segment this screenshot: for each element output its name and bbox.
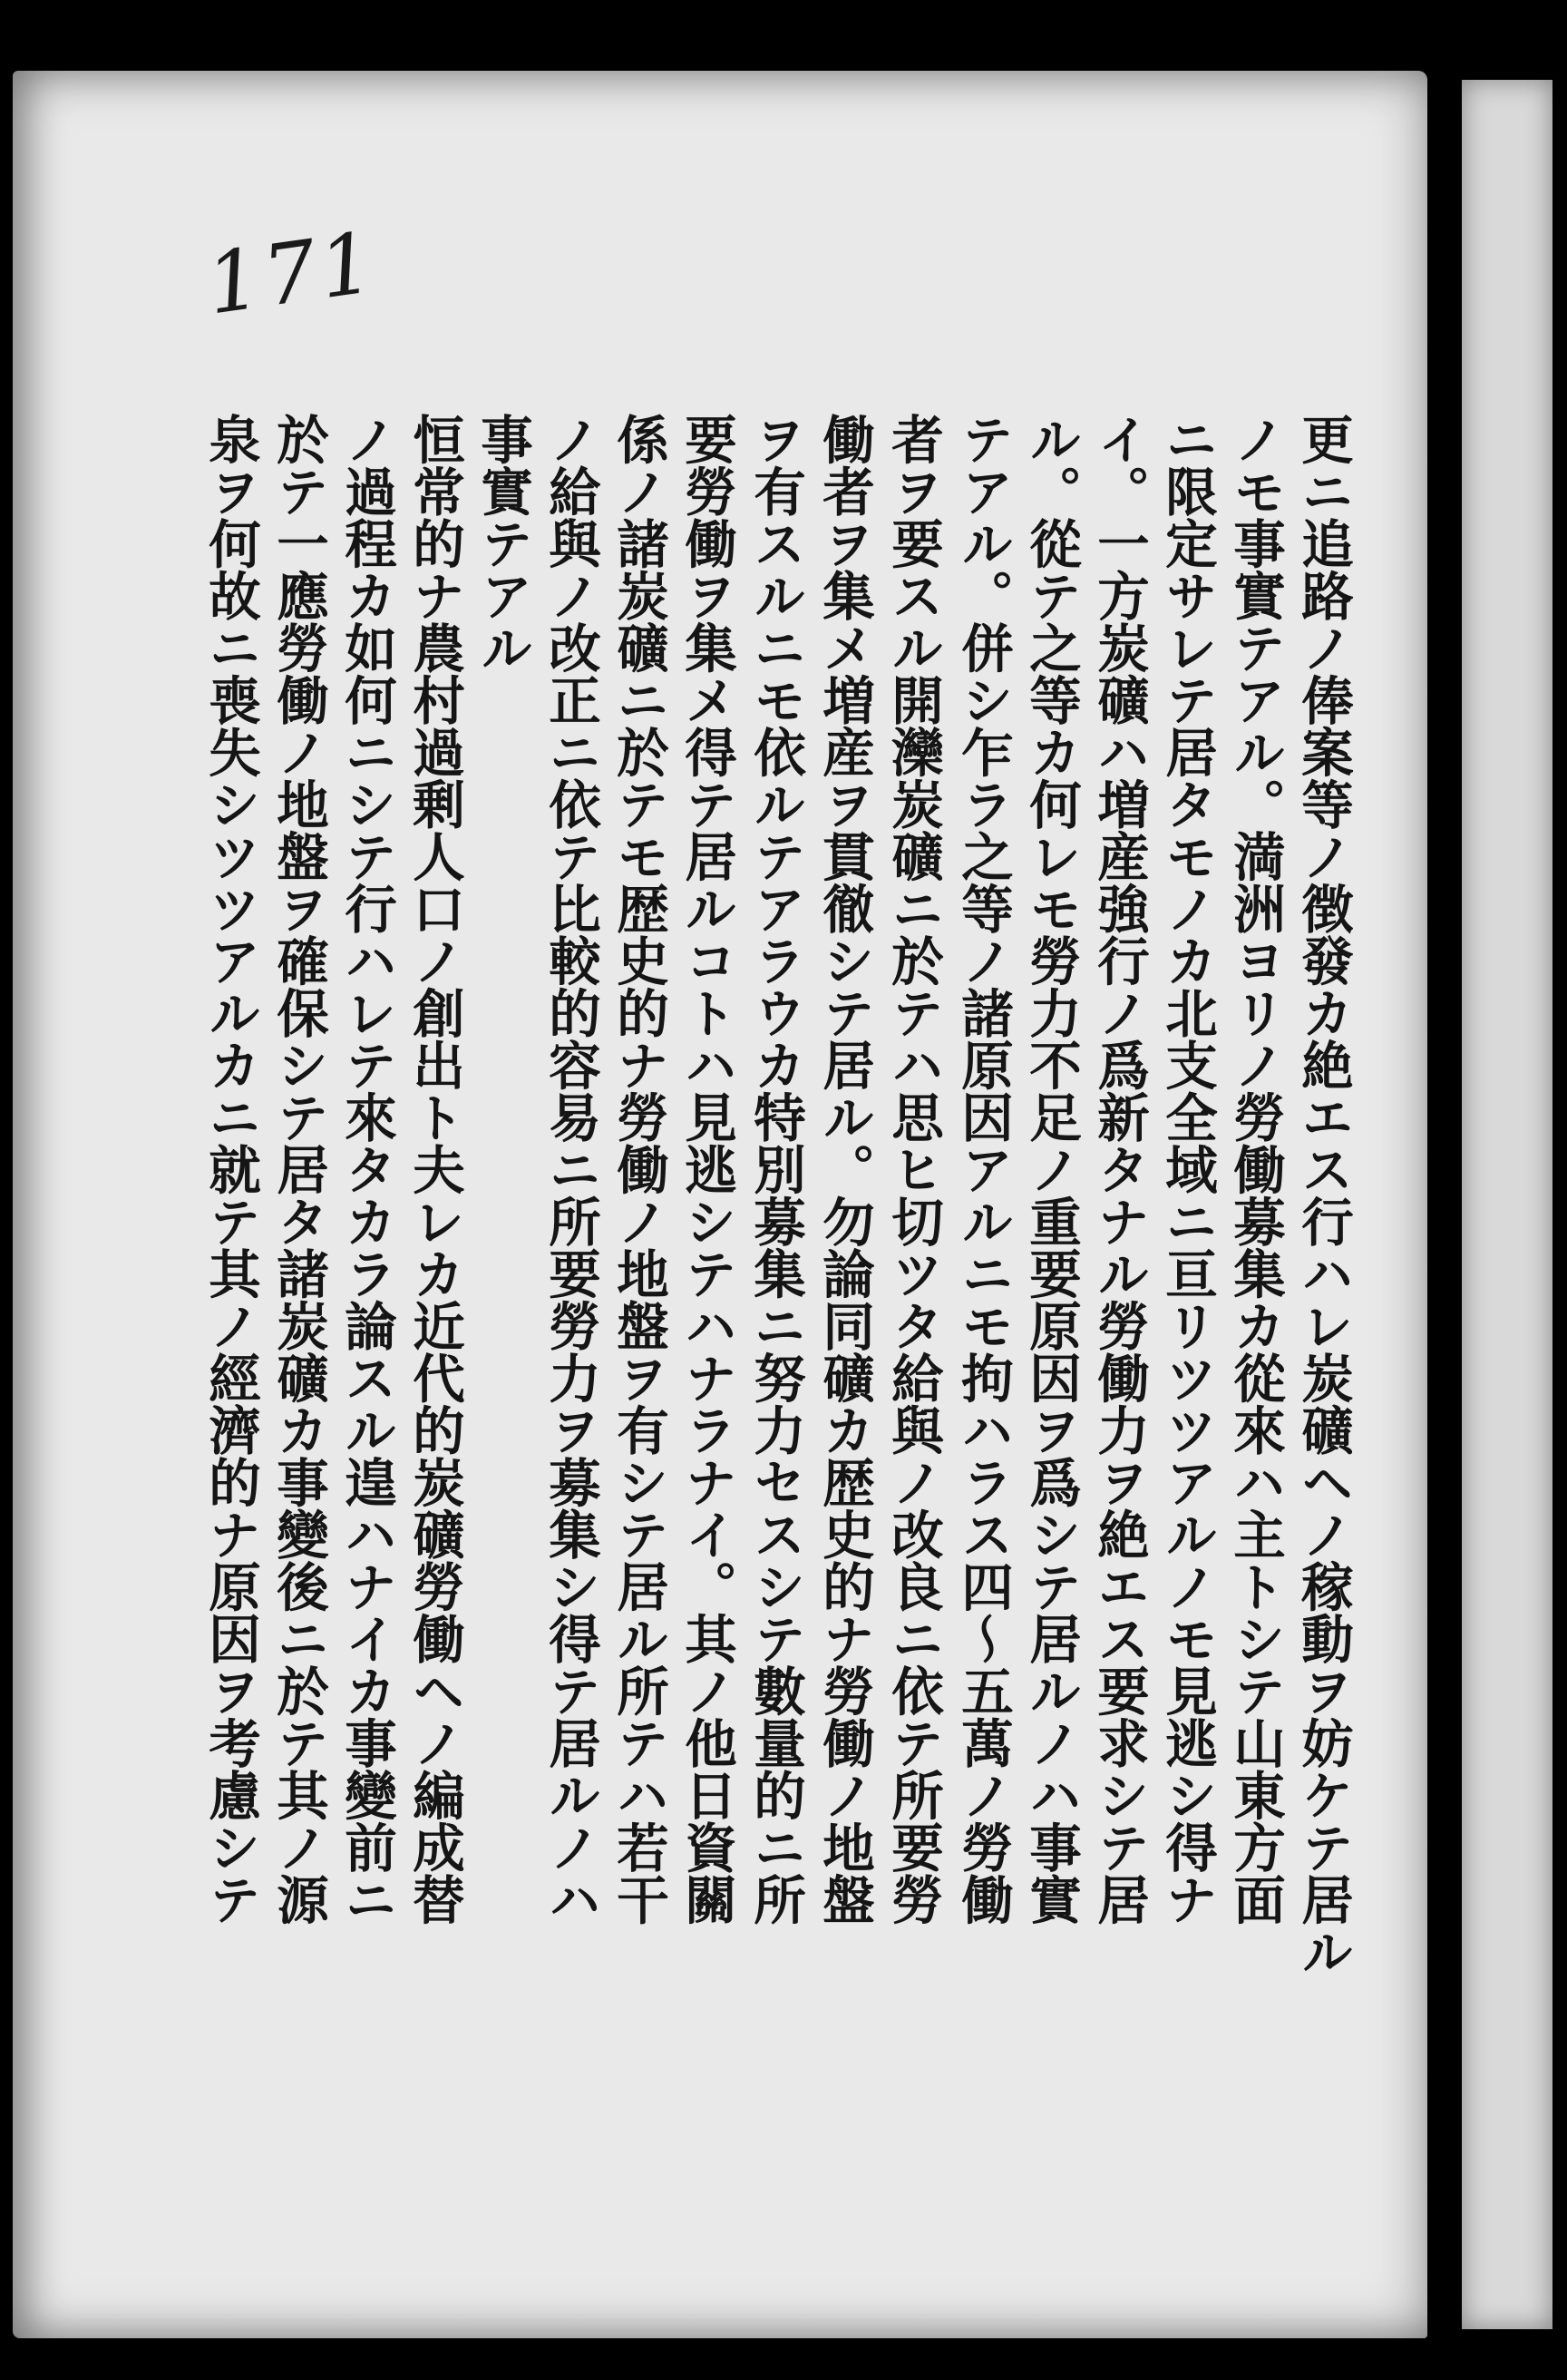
text-column: テアル。併シ乍ラ之等ノ諸原因アルニモ拘ハラス四〜五萬ノ勞働 [953, 413, 1015, 1926]
handwritten-page-number: 171 [200, 213, 384, 334]
text-column: ノ過程カ如何ニシテ行ハレテ來タカラ論スル遑ハナイカ事變前ニ [336, 413, 398, 1926]
text-column: 働者ヲ集メ増産ヲ貫徹シテ居ル。勿論同礦カ歴史的ナ勞働ノ地盤 [814, 413, 876, 1926]
text-column: ニ限定サレテ居タモノカ北支全域ニ亘リツツアルノモ見逃シ得ナ [1157, 413, 1219, 1926]
text-column: 係ノ諸炭礦ニ於テモ歴史的ナ勞働ノ地盤ヲ有シテ居ル所テハ若干 [608, 413, 670, 1926]
text-column: 事實テアル [472, 413, 534, 674]
text-column: イ。一方炭礦ハ増産強行ノ爲新タナル勞働力ヲ絶エス要求シテ居 [1089, 413, 1151, 1926]
text-column: 泉ヲ何故ニ喪失シツツアルカニ就テ其ノ經濟的ナ原因ヲ考慮シテ [200, 413, 262, 1926]
text-column: ノモ事實テアル。満洲ヨリノ勞働募集カ從來ハ主トシテ山東方面 [1225, 413, 1287, 1926]
adjacent-page-edge [1462, 80, 1552, 2329]
text-column: 更ニ追路ノ俸案等ノ徴發カ絶エス行ハレ炭礦ヘノ稼動ヲ妨ケテ居ル [1293, 413, 1355, 1977]
text-column: 於テ一應勞働ノ地盤ヲ確保シテ居タ諸炭礦カ事變後ニ於テ其ノ源 [268, 413, 330, 1926]
text-column: ヲ有スルニモ依ルテアラウカ特別募集ニ努力セスシテ數量的ニ所 [745, 413, 807, 1926]
vertical-text-block [180, 413, 1355, 2118]
text-column: ノ給與ノ改正ニ依テ比較的容易ニ所要勞力ヲ募集シ得テ居ルノハ [540, 413, 602, 1926]
text-column: ル。從テ之等カ何レモ勞力不足ノ重要原因ヲ爲シテ居ルノハ事實 [1021, 413, 1083, 1926]
text-column: 要勞働ヲ集メ得テ居ルコトハ見逃シテハナラナイ。其ノ他日資關 [676, 413, 738, 1926]
text-column: 恒常的ナ農村過剰人口ノ創出ト夫レカ近代的炭礦勞働ヘノ編成替 [404, 413, 466, 1926]
text-column: 者ヲ要スル開灤炭礦ニ於テハ思ヒ切ツタ給與ノ改良ニ依テ所要勞 [883, 413, 945, 1926]
